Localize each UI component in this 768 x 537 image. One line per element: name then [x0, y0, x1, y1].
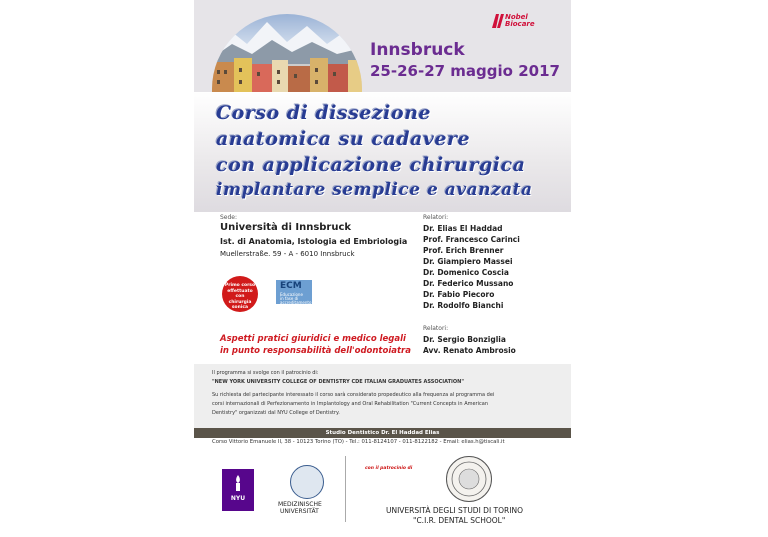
sonic-surgery-badge — [222, 276, 258, 312]
course-title-line-2: anatomica su cadavere — [216, 128, 471, 150]
ecm-label: ECM — [280, 281, 302, 291]
badge-line-4: sonica — [231, 305, 249, 310]
nyu-torch-icon — [228, 473, 248, 493]
programma-org: "NEW YORK UNIVERSITY COLLEGE OF DENTISTRY CDE ITALIAN GRADUATES ASSOCIATION" — [212, 379, 464, 385]
ecm-logo — [276, 280, 312, 304]
torino-seal-icon — [447, 457, 491, 501]
course-title-line-3: con applicazione chirurgica — [216, 154, 526, 176]
relatore-1: Dr. Elias El Haddad — [423, 224, 503, 233]
course-title-band — [194, 92, 571, 212]
city-title: Innsbruck — [370, 40, 465, 60]
badge-line-1: Primo corso — [224, 283, 256, 288]
relatori2-label: Relatori: — [423, 325, 449, 332]
aspetti-line-2: in punto responsabilità dell'odontoiatra — [220, 346, 411, 356]
programma-intro: Il programma si svolge con il patrocinio di: — [212, 370, 319, 376]
nobel-biocare-mark-icon — [491, 13, 505, 29]
nyu-logo — [222, 469, 254, 511]
torino-text-2: "C.I.R. DENTAL SCHOOL" — [413, 516, 506, 525]
universita-torino-seal — [446, 456, 492, 502]
relatore2-1: Dr. Sergio Bonziglia — [423, 335, 506, 344]
logo-text-nobel: Nobel — [505, 13, 528, 21]
ecm-sub-3: accreditamento — [280, 300, 312, 305]
course-dates: 25-26-27 maggio 2017 — [370, 62, 560, 80]
relatore-7: Dr. Fabio Piecoro — [423, 290, 495, 299]
header — [194, 0, 571, 92]
course-title-line-4: implantare semplice e avanzata — [216, 180, 533, 200]
studio-name-bar: Studio Dentistico Dr. El Haddad Elias — [194, 428, 571, 438]
programma-line-2: corsi internazionali di Perfezionamento in Implantology and Oral Rehabilitation "Current Concepts in American — [212, 401, 488, 407]
badge-line-2: effettuato con — [227, 288, 253, 299]
nyu-text: NYU — [230, 495, 246, 502]
aspetti-line-1: Aspetti pratici giuridici e medico legali — [220, 334, 406, 344]
sede-address: Muellerstraße. 59 - A - 6010 Innsbruck — [220, 250, 355, 258]
patrocinio-label: con il patrocinio di — [365, 466, 413, 471]
medizin-text-1: MEDIZINISCHE — [278, 501, 322, 508]
programma-line-3: Dentistry" organizzati dal NYU College of Dentistry. — [212, 410, 340, 416]
course-title-line-1: Corso di dissezione — [216, 102, 431, 124]
relatore-5: Dr. Domenico Coscia — [423, 268, 509, 277]
relatore-6: Dr. Federico Mussano — [423, 279, 514, 288]
badge-line-3: chirurgia — [228, 299, 252, 305]
relatore-4: Dr. Giampiero Massei — [423, 257, 513, 266]
relatore-8: Dr. Rodolfo Bianchi — [423, 301, 504, 310]
nobel-biocare-logo — [505, 14, 535, 28]
footer-divider — [345, 456, 346, 522]
sede-institute: Ist. di Anatomia, Istologia ed Embriologia — [220, 237, 408, 246]
ecm-sub-1: Educazione — [280, 292, 303, 297]
ecm-sub-2: in fase di — [280, 296, 299, 301]
sede-university: Università di Innsbruck — [220, 222, 352, 233]
innsbruck-photo — [212, 14, 362, 94]
studio-address: Corso Vittorio Emanuele II, 38 - 10123 Torino (TO) - Tel.: 011-8124107 - 011-8122182 - Email: elias.h@tiscali.it — [212, 439, 505, 445]
relatori-label: Relatori: — [423, 214, 449, 221]
logo-text-biocare: Biocare — [505, 20, 535, 28]
programma-line-1: Su richiesta del partecipante interessato il corso sarà considerato propedeutico alla frequenza al programma dei — [212, 392, 495, 398]
programma-box — [194, 364, 571, 428]
sede-label: Sede: — [220, 214, 238, 221]
relatore-2: Prof. Francesco Carinci — [423, 235, 520, 244]
torino-text-1: UNIVERSITÀ DEGLI STUDI DI TORINO — [386, 506, 523, 515]
medizin-text-2: UNIVERSITÄT — [280, 508, 319, 515]
relatore2-2: Avv. Renato Ambrosio — [423, 346, 516, 355]
poster — [194, 0, 571, 537]
relatore-3: Prof. Erich Brenner — [423, 246, 504, 255]
medizinische-universitat-seal — [290, 465, 324, 499]
